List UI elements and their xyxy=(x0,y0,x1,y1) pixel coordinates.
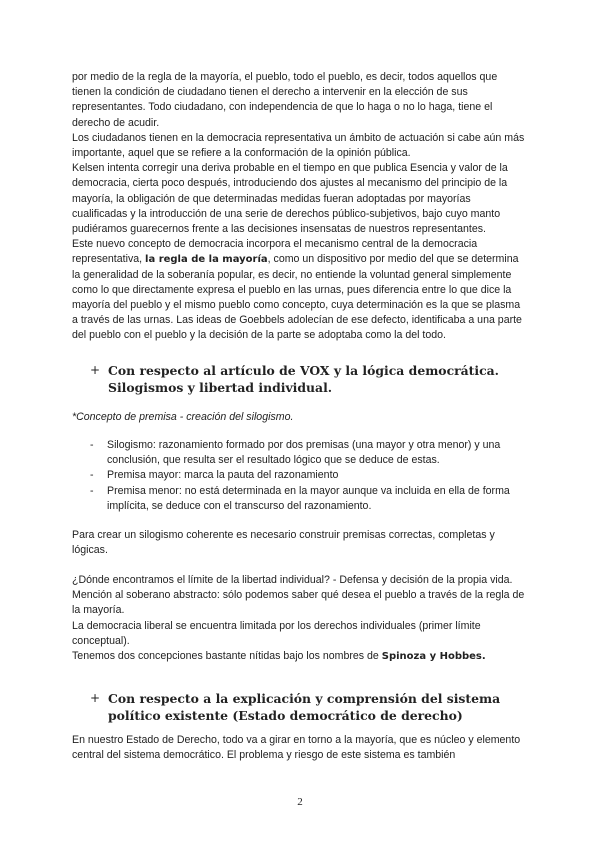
dash-bullet-icon: - xyxy=(90,439,94,451)
conceptions-bold: Spinoza y Hobbes. xyxy=(381,651,486,663)
section-heading-estado-text: Con respecto a la explicación y comprensión del sistema político existente (Estado democrático de derecho) xyxy=(108,691,501,723)
dash-bullet-icon: - xyxy=(90,484,94,497)
intro-p4-after: , como un dispositivo por medio del que se determina la generalidad de la soberanía popular, es decir, no entiende la voluntad general simplemente como lo que directamente expresa el pueblo en las urnas, pues diferencia entre lo que dice la mayoría del pueblo y el mismo pueblo como concepto, cuya determinación es la que se plasma a través de las urnas. Las ideas de Goebbels adolecían de ese defecto, identificaba a una parte del pueblo con el pueblo y la decisión de la parte se adoptaba como la del todo. xyxy=(72,253,522,342)
intro-paragraph-1: por medio de la regla de la mayoría, el pueblo, todo el pueblo, es decir, todos aquellos que tienen la condición de ciudadano tienen el derecho a intervenir en la elección de sus representantes. Todo ciudadano, con independencia de que lo haga o no lo haga, tiene el derecho de acudir. xyxy=(72,71,498,129)
intro-paragraph-3: Kelsen intenta corregir una deriva probable en el tiempo en que publica Esencia y valor de la democracia, cierta poco después, introduciendo dos ajustes al mecanismo del principio de la mayoría, la obligación de que determinadas medidas fueran adoptadas por mayorías cualificadas y la introducción de una serie de derechos público-subjetivos, bajo cuyo manto pudiéramos guarecernos frente a las decisiones insensatas de nuestros representantes. xyxy=(72,162,508,236)
conceptions-line xyxy=(72,649,527,664)
intro-p4-bold: la regla de la mayoría xyxy=(145,254,268,266)
plus-bullet-icon: + xyxy=(90,691,101,705)
estado-text: En nuestro Estado de Derecho, todo va a girar en torno a la mayoría, que es núcleo y elemento central del sistema democrático. El problema y riesgo de este sistema es también xyxy=(72,734,521,762)
list-item xyxy=(72,484,527,514)
list-item-text: Silogismo: razonamiento formado por dos premisas (una mayor y otra menor) y una conclusión, que resulta ser el resultado lógico que se deduce de estas. xyxy=(107,439,501,467)
list-item xyxy=(72,468,527,483)
premise-note: *Concepto de premisa - creación del silogismo. xyxy=(72,411,294,423)
conceptions-before: Tenemos dos concepciones bastante nítidas bajo los nombres de xyxy=(72,650,382,663)
intro-text xyxy=(72,70,527,344)
liberal-democracy-limit: La democracia liberal se encuentra limitada por los derechos individuales (primer límite conceptual). xyxy=(72,619,481,647)
section-heading-estado xyxy=(90,690,530,724)
liberty-question: ¿Dónde encontramos el límite de la libertad individual? - Defensa y decisión de la propia vida. xyxy=(72,574,513,586)
syllogism-list xyxy=(72,438,527,514)
sovereign-mention: Mención al soberano abstracto: sólo podemos saber qué desea el pueblo a través de la regla de la mayoría. xyxy=(72,589,525,617)
estado-paragraph xyxy=(72,733,527,763)
section-heading-vox xyxy=(90,362,530,396)
intro-paragraph-4 xyxy=(72,237,527,343)
intro-p4-before: Este nuevo concepto de democracia incorpora el mecanismo central de la democracia representativa, xyxy=(72,238,478,266)
list-item-text: Premisa menor: no está determinada en la mayor aunque va incluida en ella de forma implícita, se deduce con el transcurso del razonamiento. xyxy=(107,484,510,512)
liberty-text xyxy=(72,573,527,664)
syllogism-paragraph xyxy=(72,528,527,558)
page-number: 2 xyxy=(297,796,303,808)
list-item-text: Premisa mayor: marca la pauta del razonamiento xyxy=(107,469,339,482)
list-item xyxy=(72,438,527,468)
syllogism-text: Para crear un silogismo coherente es necesario construir premisas correctas, completas y lógicas. xyxy=(72,529,495,557)
intro-paragraph-2: Los ciudadanos tienen en la democracia representativa un ámbito de actuación si cabe aún más importante, aquel que se refiere a la conformación de la opinión pública. xyxy=(72,131,525,160)
section-heading-vox-text: Con respecto al artículo de VOX y la lógica democrática. Silogismos y libertad individual. xyxy=(108,363,499,395)
dash-bullet-icon: - xyxy=(90,469,94,482)
plus-bullet-icon: + xyxy=(90,363,101,377)
